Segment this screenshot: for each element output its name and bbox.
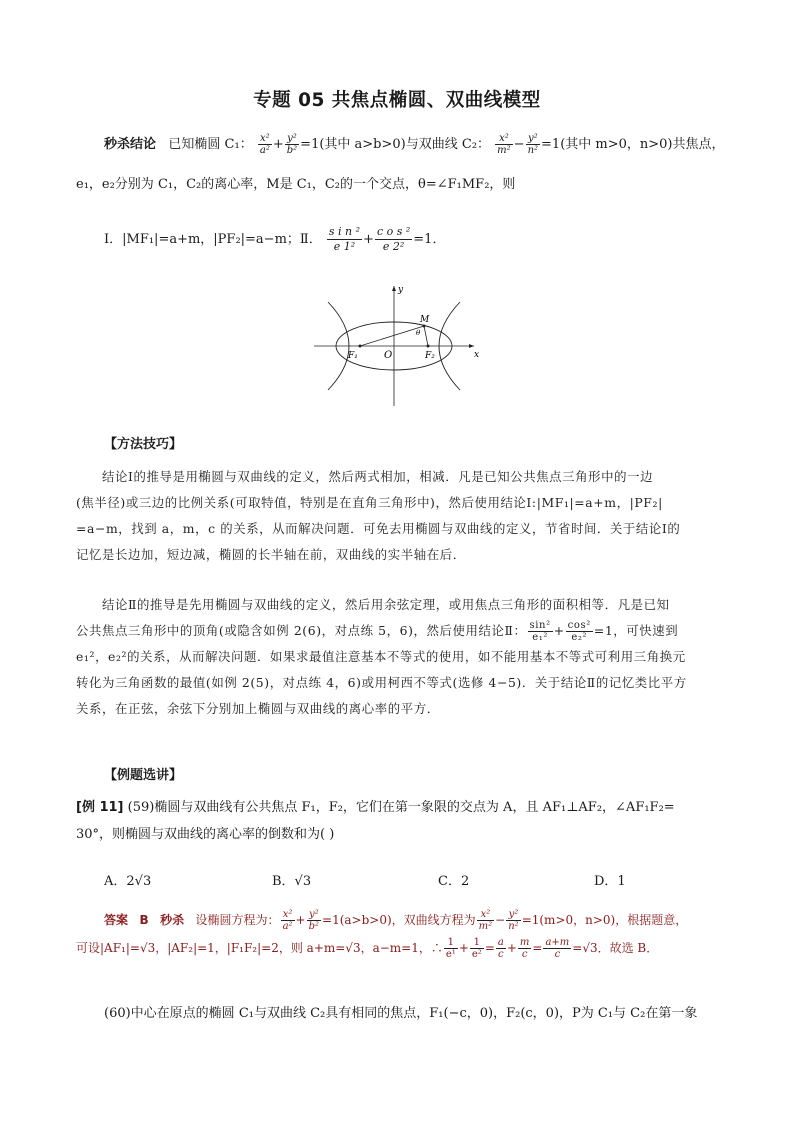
answer-block: 答案 B 秒杀 设椭圆方程为： $\frac{\text{x²}}{\text{a²}}$ + $\frac{\text{y²}}{\text{b²}}$ =1(a>b>0)，双曲线方程为 $\frac{\text{x²}}{\text{m²}}$ − $\frac{\text{y²}}{\text{n²}}$ =1(m>0，n>0)，根据题意， 可设|AF₁|=√3，|AF₂|=1，|F₁F₂|=2，则 a+m=√3，a−m=1，∴ $\frac{1}{\text{e¹}}$ + $\frac{1}{\text{e²}}$ = $\frac{a}{c}$ + $\frac{m}{c}$ = $\frac{a+m}{c}$ =√3．故选 B． [76, 909, 688, 960]
sin-fraction: $\frac{\text{s i n ²}}{\text{e 1²}}$ [328, 225, 361, 253]
answer-line-2a: 可设|AF₁|=√3，|AF₂|=1，|F₁F₂|=2，则 a+m=√3，a−m=1，∴ [76, 941, 443, 955]
methods-p2-line-2: 公共焦点三角形中的顶角(或隐含如例 2(6)，对点练 5，6)，然后使用结论Ⅱ： $\frac{\text{sin²}}{\text{e₁²}}$ + $\frac{\text{cos²}}{\text{e₂²}}$ =1，可快速到 [76, 620, 679, 643]
answer-line-1a: 设椭圆方程为： [195, 913, 280, 927]
conclusion-label: 秒杀结论 [104, 137, 157, 152]
quick-label: 秒杀 [160, 913, 185, 927]
theta-label: θ [416, 329, 421, 337]
y-axis-label: y [398, 285, 404, 295]
ellipse-y-fraction: $\frac{\text{y²}}{\text{b²}}$ [286, 133, 298, 156]
f1-label: F₁ [348, 351, 358, 361]
examples-heading: 【例题选讲】 [104, 768, 183, 783]
page-title: 专题 05 共焦点椭圆、双曲线模型 [253, 90, 541, 111]
result-end: =1． [413, 232, 446, 247]
segment-f1-m [360, 326, 424, 346]
conclusion-text-3: =1(其中 m>0，n>0)共焦点， [541, 137, 725, 152]
answer-value: B [139, 913, 149, 927]
answer-line-1b: =1(a>b>0)，双曲线方程为 [322, 913, 476, 927]
methods-p1-line-3: =a−m，找到 a，m，c 的关系，从而解决问题．可免去用椭圆与双曲线的定义，节省时间．关于结论Ⅰ的 [76, 521, 681, 536]
answer-label: 答案 [104, 913, 129, 927]
ellipse-hyperbola-diagram [310, 282, 482, 408]
conclusion-line-1: 秒杀结论 已知椭圆 C₁： $\frac{\text{x²}}{\text{a²}}$ + $\frac{\text{y²}}{\text{b²}}$ =1(其中 a>b>0)与双曲线 C₂： $\frac{\text{x²}}{\text{m²}}$ − $\frac{\text{y²}}{\text{n²}}$ =1(其中 m>0，n>0)共焦点， [104, 133, 725, 156]
focus-f1-point [359, 345, 362, 348]
focus-f2-point [427, 345, 430, 348]
conclusion-text-2: =1(其中 a>b>0)与双曲线 C₂： [300, 137, 491, 152]
example-line-1: (59)椭圆与双曲线有公共焦点 F₁，F₂，它们在第一象限的交点为 A，且 AF₁⊥AF₂，∠AF₁F₂= [127, 800, 675, 815]
methods-p2-line-3: e₁²，e₂²的关系，从而解决问题．如果求最值注意基本不等式的使用，如不能用基本不等式可利用三角换元 [76, 649, 686, 664]
conclusion-line-2: e₁，e₂分别为 C₁，C₂的离心率，M是 C₁，C₂的一个交点，θ=∠F₁MF₂，则 [76, 177, 516, 192]
f2-label: F₂ [425, 351, 435, 361]
answer-line-1c: =1(m>0，n>0)，根据题意， [521, 913, 688, 927]
methods-heading: 【方法技巧】 [104, 437, 183, 452]
answer-line-2b: =√3．故选 B． [572, 941, 659, 955]
methods-paragraph-2 [76, 592, 722, 722]
option-d: D．1 [594, 874, 626, 889]
option-b: B．√3 [272, 874, 312, 889]
methods-p2-line-4: 转化为三角函数的最值(如例 2(5)，对点练 4，6)或用柯西不等式(选修 4−5)．关于结论Ⅱ的记忆类比平方 [76, 675, 687, 690]
hyperbola-y-fraction: $\frac{\text{y²}}{\text{n²}}$ [527, 133, 539, 156]
p2-cos-fraction: $\frac{\text{cos²}}{\text{e₂²}}$ [567, 620, 591, 643]
x-axis-arrow-icon [469, 344, 474, 348]
conclusion-text-1: 已知椭圆 C₁： [168, 137, 253, 152]
next-problem-line: (60)中心在原点的椭圆 C₁与双曲线 C₂具有相同的焦点，F₁(−c，0)，F₂(c，0)，P为 C₁与 C₂在第一象 [104, 1006, 698, 1021]
p2-sin-fraction: $\frac{\text{sin²}}{\text{e₁²}}$ [529, 620, 551, 643]
methods-p2-line-1: 结论Ⅱ的推导是先用椭圆与双曲线的定义，然后用余弦定理，或用焦点三角形的面积相等．凡是已知 [102, 597, 670, 612]
methods-p1-line-2: (焦半径)或三边的比例关系(可取特值，特别是在直角三角形中)，然后使用结论Ⅰ:|MF₁|=a+m，|PF₂| [76, 495, 663, 510]
segment-f2-m [424, 326, 428, 346]
cos-fraction: $\frac{\text{c o s ²}}{\text{e 2²}}$ [376, 225, 411, 253]
result-1: Ⅰ．|MF₁|=a+m，|PF₂|=a−m；Ⅱ． [104, 232, 322, 247]
ellipse-x-fraction: $\frac{\text{x²}}{\text{a²}}$ [259, 133, 270, 156]
example-11 [76, 794, 722, 848]
example-label: [例 11] [76, 800, 124, 815]
methods-paragraph-1 [76, 464, 722, 568]
y-axis-arrow-icon [392, 286, 396, 291]
hyperbola-x-fraction: $\frac{\text{x²}}{\text{m²}}$ [497, 133, 511, 156]
methods-p1-line-4: 记忆是长边加，短边减，椭圆的长半轴在前，双曲线的实半轴在后． [76, 547, 466, 562]
option-a: A．2√3 [104, 874, 152, 889]
x-axis-label: x [474, 350, 480, 360]
methods-p2-line-5: 关系，在正弦，余弦下分别加上椭圆与双曲线的离心率的平方． [76, 701, 440, 716]
example-line-2: 30°，则椭圆与双曲线的离心率的倒数和为( ) [76, 827, 335, 842]
m-label: M [420, 315, 430, 325]
methods-p1-line-1: 结论Ⅰ的推导是用椭圆与双曲线的定义，然后两式相加，相减．凡是已知公共焦点三角形中的一边 [102, 469, 654, 484]
conclusion-results: Ⅰ．|MF₁|=a+m，|PF₂|=a−m；Ⅱ． $\frac{\text{s i n ²}}{\text{e 1²}}$ + $\frac{\text{c o s ²}}{\text{e 2²}}$ =1． [104, 225, 446, 253]
option-c: C．2 [438, 874, 470, 889]
origin-label: O [384, 350, 393, 361]
